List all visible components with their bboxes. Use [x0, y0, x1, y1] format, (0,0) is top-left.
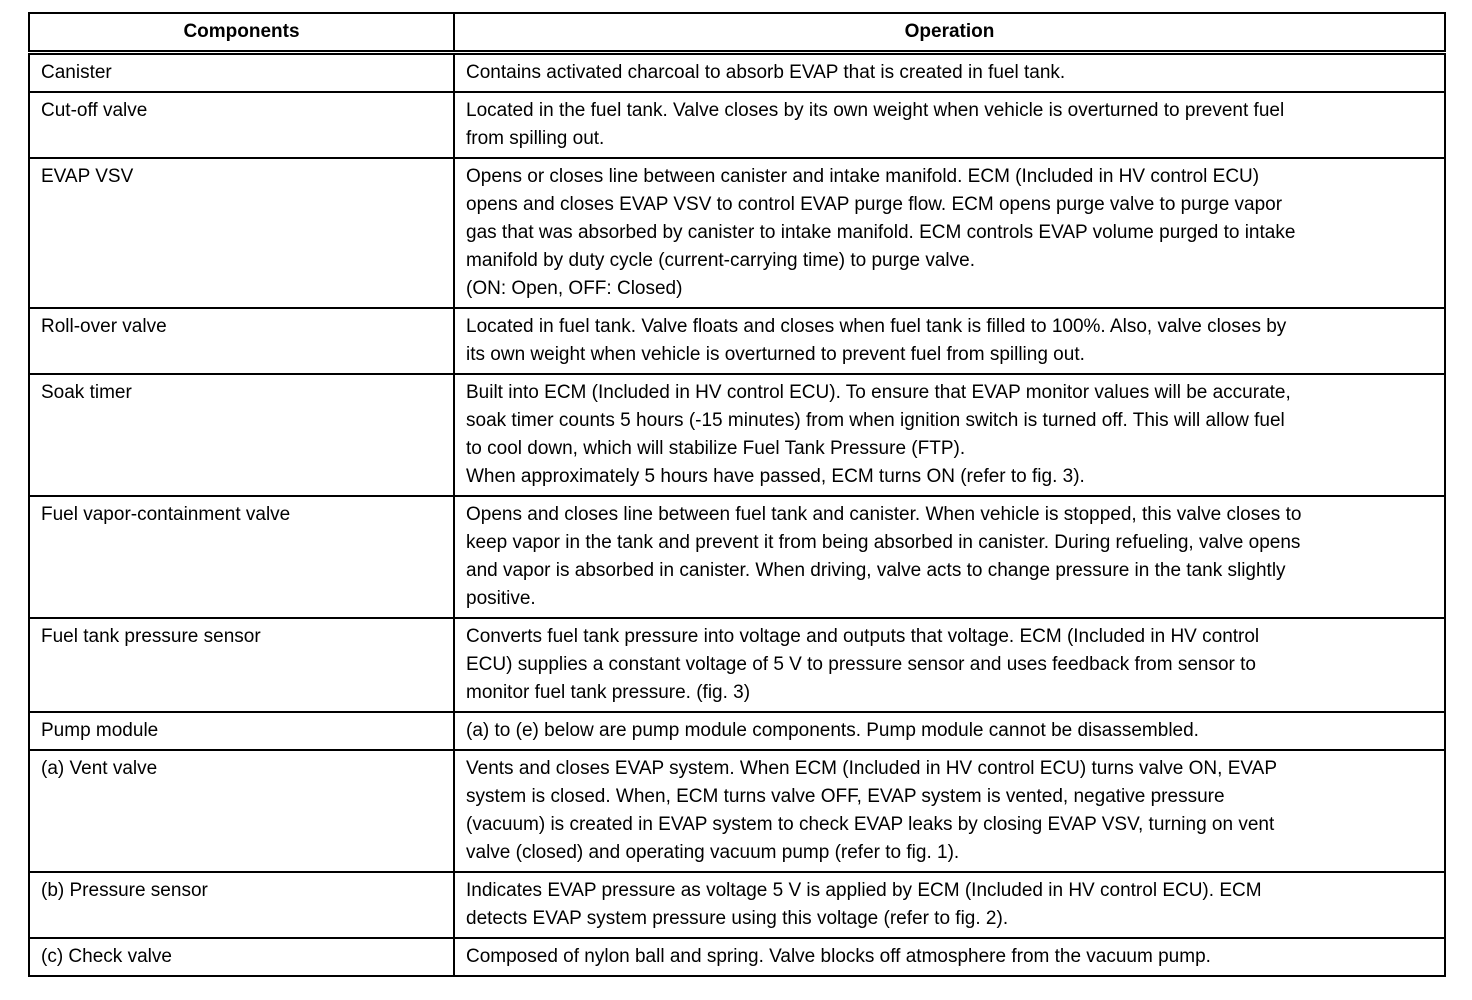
table-row [29, 872, 1445, 938]
operation-cell [454, 712, 1445, 750]
component-cell [29, 750, 454, 872]
table-row [29, 158, 1445, 308]
component-cell [29, 92, 454, 158]
component-cell [29, 872, 454, 938]
operation-cell [454, 872, 1445, 938]
component-name: Cut-off valve [41, 100, 148, 121]
operation-cell [454, 92, 1445, 158]
table-row [29, 712, 1445, 750]
component-name: EVAP VSV [41, 166, 134, 187]
operation-text-line: gas that was absorbed by canister to intake manifold. ECM controls EVAP volume purged to intake [466, 222, 1296, 243]
operation-text-line: manifold by duty cycle (current-carrying time) to purge valve. [466, 250, 975, 271]
component-name: Soak timer [41, 382, 132, 403]
operation-text-line: ECU) supplies a constant voltage of 5 V to pressure sensor and uses feedback from sensor to [466, 654, 1256, 675]
component-cell [29, 712, 454, 750]
operation-cell [454, 308, 1445, 374]
operation-text-line: its own weight when vehicle is overturned to prevent fuel from spilling out. [466, 344, 1085, 365]
operation-text-line: valve (closed) and operating vacuum pump (refer to fig. 1). [466, 842, 960, 863]
operation-cell [454, 374, 1445, 496]
operation-text-line: When approximately 5 hours have passed, ECM turns ON (refer to fig. 3). [466, 466, 1085, 487]
operation-text-line: Opens and closes line between fuel tank and canister. When vehicle is stopped, this valve closes to [466, 504, 1302, 525]
component-name: (c) Check valve [41, 946, 172, 967]
operation-text-line: Opens or closes line between canister and intake manifold. ECM (Included in HV control ECU) [466, 166, 1260, 187]
operation-text-line: system is closed. When, ECM turns valve OFF, EVAP system is vented, negative pressure [466, 786, 1225, 807]
operation-text-line: soak timer counts 5 hours (-15 minutes) from when ignition switch is turned off. This will allow fuel [466, 410, 1285, 431]
table-row [29, 308, 1445, 374]
operation-cell [454, 158, 1445, 308]
header-components: Components [29, 13, 454, 53]
operation-text-line: Located in the fuel tank. Valve closes by its own weight when vehicle is overturned to prevent fuel [466, 100, 1285, 121]
header-operation: Operation [454, 13, 1445, 53]
operation-text-line: keep vapor in the tank and prevent it from being absorbed in canister. During refueling, valve opens [466, 532, 1301, 553]
component-cell [29, 308, 454, 374]
component-cell [29, 374, 454, 496]
table-header-row [29, 13, 1445, 53]
component-cell [29, 618, 454, 712]
operation-text-line: to cool down, which will stabilize Fuel Tank Pressure (FTP). [466, 438, 966, 459]
components-operation-table [28, 12, 1446, 977]
operation-text-line: monitor fuel tank pressure. (fig. 3) [466, 682, 751, 703]
operation-text-line: detects EVAP system pressure using this voltage (refer to fig. 2). [466, 908, 1009, 929]
component-name: (a) Vent valve [41, 758, 158, 779]
operation-text-line: and vapor is absorbed in canister. When driving, valve acts to change pressure in the tank slightly [466, 560, 1286, 581]
operation-text-line: Indicates EVAP pressure as voltage 5 V is applied by ECM (Included in HV control ECU). ECM [466, 880, 1262, 901]
operation-text-line: (vacuum) is created in EVAP system to check EVAP leaks by closing EVAP VSV, turning on vent [466, 814, 1275, 835]
component-cell [29, 53, 454, 93]
component-cell [29, 938, 454, 976]
operation-text-line: from spilling out. [466, 128, 605, 149]
operation-text-line: Vents and closes EVAP system. When ECM (Included in HV control ECU) turns valve ON, EVAP [466, 758, 1277, 779]
operation-cell [454, 53, 1445, 93]
operation-text-line: Converts fuel tank pressure into voltage and outputs that voltage. ECM (Included in HV control [466, 626, 1260, 647]
component-cell [29, 496, 454, 618]
table-row [29, 496, 1445, 618]
operation-text-line: opens and closes EVAP VSV to control EVAP purge flow. ECM opens purge valve to purge vapor [466, 194, 1283, 215]
table-row [29, 750, 1445, 872]
table-row [29, 938, 1445, 976]
operation-text-line: Contains activated charcoal to absorb EVAP that is created in fuel tank. [466, 62, 1066, 83]
operation-cell [454, 938, 1445, 976]
operation-cell [454, 618, 1445, 712]
component-name: Fuel tank pressure sensor [41, 626, 261, 647]
operation-text-line: (ON: Open, OFF: Closed) [466, 278, 683, 299]
operation-text-line: (a) to (e) below are pump module components. Pump module cannot be disassembled. [466, 720, 1199, 741]
component-name: (b) Pressure sensor [41, 880, 208, 901]
operation-cell [454, 750, 1445, 872]
component-name: Pump module [41, 720, 159, 741]
operation-cell [454, 496, 1445, 618]
operation-text-line: positive. [466, 588, 536, 609]
component-name: Fuel vapor-containment valve [41, 504, 291, 525]
table-row [29, 53, 1445, 93]
component-name: Roll-over valve [41, 316, 167, 337]
table-row [29, 618, 1445, 712]
table-row [29, 374, 1445, 496]
operation-text-line: Built into ECM (Included in HV control ECU). To ensure that EVAP monitor values will be accurate, [466, 382, 1291, 403]
operation-text-line: Located in fuel tank. Valve floats and closes when fuel tank is filled to 100%. Also, valve closes by [466, 316, 1287, 337]
operation-text-line: Composed of nylon ball and spring. Valve blocks off atmosphere from the vacuum pump. [466, 946, 1211, 967]
component-cell [29, 158, 454, 308]
table-row [29, 92, 1445, 158]
component-name: Canister [41, 62, 112, 83]
